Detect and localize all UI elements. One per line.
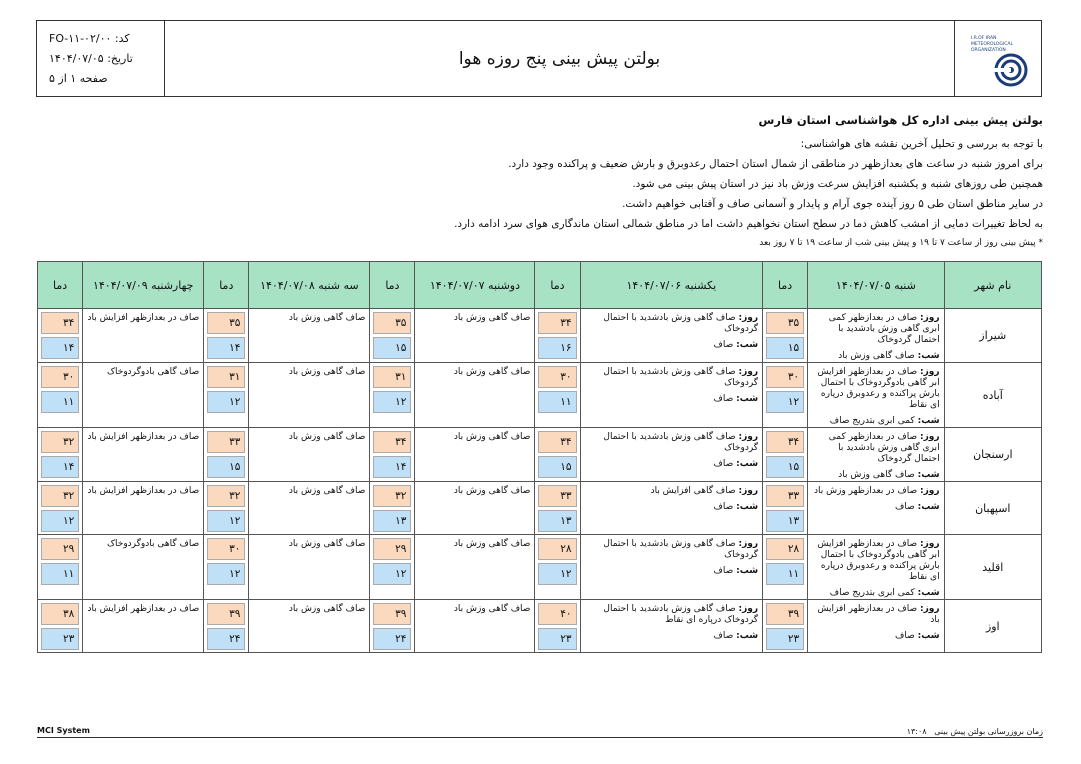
- night-label: شب:: [917, 416, 940, 426]
- temp-cell: [38, 482, 83, 535]
- forecast-day5: صاف در بعدازظهر افزایش باد: [83, 482, 204, 535]
- min-temp: ۱۲: [538, 563, 576, 585]
- temp-column-header: دما: [370, 262, 415, 309]
- city-name: آباده: [944, 363, 1041, 428]
- min-temp: ۱۴: [41, 337, 79, 359]
- day-label: روز:: [738, 539, 759, 549]
- temp-cell: [204, 600, 249, 653]
- forecast-day5: صاف در بعدازظهر افزایش باد: [83, 600, 204, 653]
- date-label: تاریخ:: [107, 52, 133, 65]
- day-forecast: صاف در بعدازظهر افزایش باد: [817, 604, 940, 625]
- forecast-day5: صاف در بعدازظهر افزایش باد: [83, 309, 204, 363]
- temp-cell: [535, 428, 580, 482]
- city-name: اوز: [944, 600, 1041, 653]
- footer-divider: [37, 737, 1043, 738]
- min-temp: ۱۲: [373, 391, 411, 413]
- forecast-day3: صاف گاهی وزش باد: [415, 428, 535, 482]
- max-temp: ۳۹: [373, 603, 411, 625]
- temp-cell: [38, 535, 83, 600]
- min-temp: ۱۲: [766, 391, 804, 413]
- day-column-header: شنبه ۱۴۰۴/۰۷/۰۵: [808, 262, 944, 309]
- day-forecast: صاف در بعدازظهر افزایش ابر گاهی بادوگردوخاک با احتمال بارش پراکنده و رعدوبرق درپاره ای نقاط: [817, 539, 940, 582]
- night-label: شب:: [736, 394, 759, 404]
- day-forecast: صاف گاهی وزش بادشدید با احتمال گردوخاک: [603, 367, 759, 388]
- night-forecast: صاف: [713, 502, 734, 512]
- max-temp: ۳۵: [373, 312, 411, 334]
- date-value: ۱۴۰۴/۰۷/۰۵: [49, 52, 104, 65]
- intro-line: به لحاظ تغییرات دمایی از امشب کاهش دما در سطح استان نخواهیم داشت اما در مناطق شمالی استان ماندگاری هوای سرد ادامه دارد.: [454, 218, 1043, 230]
- day-forecast: صاف گاهی افزایش باد: [650, 486, 736, 496]
- day-column-header: دوشنبه ۱۴۰۴/۰۷/۰۷: [415, 262, 535, 309]
- forecast-time-note: * پیش بینی روز از ساعت ۷ تا ۱۹ و پیش بینی شب از ساعت ۱۹ تا ۷ روز بعد: [759, 238, 1043, 248]
- max-temp: ۳۵: [207, 312, 245, 334]
- max-temp: ۳۲: [373, 485, 411, 507]
- table-row: [38, 309, 1042, 363]
- day-forecast: صاف در بعدازظهر کمی ابری گاهی وزش بادشدید با احتمال گردوخاک: [828, 313, 940, 345]
- min-temp: ۱۱: [766, 563, 804, 585]
- organization-logo: [954, 21, 1041, 96]
- svg-text:ORGANIZATION: ORGANIZATION: [971, 47, 1006, 53]
- day-label: روز:: [738, 486, 759, 496]
- forecast-day1: [808, 309, 944, 363]
- max-temp: ۳۳: [538, 485, 576, 507]
- max-temp: ۳۰: [766, 366, 804, 388]
- night-label: شب:: [917, 502, 940, 512]
- temp-cell: [370, 600, 415, 653]
- min-temp: ۱۳: [538, 510, 576, 532]
- forecast-day1: [808, 535, 944, 600]
- city-column-header: نام شهر: [944, 262, 1041, 309]
- forecast-day5: صاف گاهی بادوگردوخاک: [83, 363, 204, 428]
- max-temp: ۳۰: [207, 538, 245, 560]
- temp-cell: [535, 535, 580, 600]
- night-label: شب:: [736, 566, 759, 576]
- forecast-day2: [580, 428, 763, 482]
- min-temp: ۱۶: [538, 337, 576, 359]
- min-temp: ۲۳: [538, 628, 576, 650]
- forecast-day3: صاف گاهی وزش باد: [415, 363, 535, 428]
- temp-cell: [763, 428, 808, 482]
- min-temp: ۱۵: [373, 337, 411, 359]
- max-temp: ۲۸: [538, 538, 576, 560]
- night-forecast: صاف: [713, 340, 734, 350]
- city-name: اقلید: [944, 535, 1041, 600]
- code-value: FO-۱۱-۰۲/۰۰: [49, 32, 112, 45]
- update-time-value: ۱۳:۰۸: [906, 727, 927, 736]
- temp-cell: [535, 363, 580, 428]
- day-forecast: صاف گاهی وزش بادشدید با احتمال گردوخاک درپاره ای نقاط: [603, 604, 759, 625]
- forecast-day2: [580, 535, 763, 600]
- code-label: کد:: [114, 32, 130, 45]
- temp-cell: [38, 600, 83, 653]
- max-temp: ۳۵: [766, 312, 804, 334]
- day-forecast: صاف در بعدازظهر افزایش ابر گاهی بادوگردوخاک با احتمال بارش پراکنده و رعدوبرق درپاره ای نقاط: [817, 367, 940, 410]
- document-meta: [37, 21, 165, 96]
- temp-cell: [763, 363, 808, 428]
- max-temp: ۳۲: [41, 431, 79, 453]
- night-forecast: صاف: [713, 566, 734, 576]
- max-temp: ۳۰: [538, 366, 576, 388]
- min-temp: ۱۲: [41, 510, 79, 532]
- night-label: شب:: [917, 470, 940, 480]
- forecast-day2: [580, 482, 763, 535]
- min-temp: ۱۱: [41, 391, 79, 413]
- max-temp: ۳۱: [207, 366, 245, 388]
- min-temp: ۱۲: [207, 391, 245, 413]
- max-temp: ۳۳: [766, 485, 804, 507]
- intro-line: با توجه به بررسی و تحلیل آخرین نقشه های هواشناسی:: [800, 138, 1043, 150]
- city-name: ارسنجان: [944, 428, 1041, 482]
- min-temp: ۱۲: [373, 563, 411, 585]
- bulletin-intro: [43, 110, 1043, 234]
- night-label: شب:: [736, 631, 759, 641]
- min-temp: ۱۵: [538, 456, 576, 478]
- forecast-day4: صاف گاهی وزش باد: [249, 482, 370, 535]
- date-line: [49, 49, 154, 69]
- intro-line: همچنین طی روزهای شنبه و یکشنبه افزایش سرعت وزش باد نیز در استان پیش بینی می شود.: [632, 178, 1043, 190]
- forecast-day2: [580, 600, 763, 653]
- forecast-day5: صاف گاهی بادوگردوخاک: [83, 535, 204, 600]
- night-forecast: کمی ابری بتدریج صاف: [829, 588, 915, 598]
- min-temp: ۱۲: [207, 563, 245, 585]
- night-forecast: صاف: [895, 502, 915, 512]
- night-forecast: صاف گاهی وزش باد: [838, 351, 915, 361]
- temp-cell: [204, 309, 249, 363]
- page-number: صفحه ۱ از ۵: [49, 72, 108, 85]
- day-label: روز:: [738, 432, 759, 442]
- temp-cell: [370, 482, 415, 535]
- day-label: روز:: [920, 486, 940, 496]
- min-temp: ۲۳: [41, 628, 79, 650]
- max-temp: ۲۹: [41, 538, 79, 560]
- max-temp: ۳۴: [766, 431, 804, 453]
- day-label: روز:: [738, 313, 759, 323]
- day-column-header: یکشنبه ۱۴۰۴/۰۷/۰۶: [580, 262, 763, 309]
- forecast-day1: [808, 600, 944, 653]
- forecast-day4: صاف گاهی وزش باد: [249, 600, 370, 653]
- night-forecast: صاف: [713, 631, 734, 641]
- temp-cell: [38, 363, 83, 428]
- max-temp: ۳۴: [373, 431, 411, 453]
- max-temp: ۳۹: [207, 603, 245, 625]
- system-name: MCI System: [37, 726, 90, 735]
- day-label: روز:: [738, 367, 759, 377]
- temp-cell: [204, 482, 249, 535]
- intro-line: برای امروز شنبه در ساعت های بعدازظهر در مناطقی از شمال استان احتمال رعدوبرق و بارش ضعیف و پراکنده وجود دارد.: [508, 158, 1043, 170]
- forecast-day1: [808, 428, 944, 482]
- min-temp: ۱۱: [41, 563, 79, 585]
- night-forecast: صاف: [895, 631, 915, 641]
- max-temp: ۳۳: [207, 431, 245, 453]
- intro-line: در سایر مناطق استان طی ۵ روز آینده جوی آرام و پایدار و آسمانی صاف و آفتابی خواهیم داشت.: [622, 198, 1043, 210]
- temp-column-header: دما: [535, 262, 580, 309]
- max-temp: ۴۰: [538, 603, 576, 625]
- night-forecast: صاف: [713, 459, 734, 469]
- table-header-row: [38, 262, 1042, 309]
- document-header: [36, 20, 1042, 97]
- temp-cell: [763, 600, 808, 653]
- table-row: [38, 535, 1042, 600]
- night-label: شب:: [917, 588, 940, 598]
- forecast-day2: [580, 363, 763, 428]
- temp-cell: [535, 309, 580, 363]
- max-temp: ۳۲: [207, 485, 245, 507]
- day-label: روز:: [920, 432, 940, 442]
- day-forecast: صاف در بعدازظهر وزش باد: [814, 486, 918, 496]
- temp-cell: [204, 535, 249, 600]
- table-row: [38, 482, 1042, 535]
- min-temp: ۱۱: [538, 391, 576, 413]
- temp-cell: [370, 535, 415, 600]
- temp-cell: [38, 309, 83, 363]
- day-label: روز:: [738, 604, 759, 614]
- table-row: [38, 363, 1042, 428]
- temp-cell: [370, 428, 415, 482]
- forecast-day3: صاف گاهی وزش باد: [415, 535, 535, 600]
- temp-cell: [204, 428, 249, 482]
- forecast-day4: صاف گاهی وزش باد: [249, 363, 370, 428]
- forecast-table: [37, 261, 1042, 653]
- update-time: [907, 727, 1043, 736]
- night-forecast: صاف گاهی وزش باد: [838, 470, 915, 480]
- forecast-day4: صاف گاهی وزش باد: [249, 309, 370, 363]
- temp-cell: [535, 482, 580, 535]
- temp-cell: [38, 428, 83, 482]
- svg-text:METEOROLOGICAL: METEOROLOGICAL: [971, 41, 1013, 47]
- day-forecast: صاف در بعدازظهر کمی ابری گاهی وزش بادشدید با احتمال گردوخاک: [828, 432, 940, 464]
- update-time-label: زمان بروزرسانی بولتن پیش بینی: [934, 727, 1043, 736]
- night-forecast: کمی ابری بتدریج صاف: [829, 416, 915, 426]
- temp-column-header: دما: [763, 262, 808, 309]
- temp-cell: [370, 309, 415, 363]
- forecast-day4: صاف گاهی وزش باد: [249, 428, 370, 482]
- min-temp: ۱۴: [373, 456, 411, 478]
- temp-cell: [370, 363, 415, 428]
- max-temp: ۳۴: [41, 312, 79, 334]
- min-temp: ۲۴: [207, 628, 245, 650]
- night-label: شب:: [736, 459, 759, 469]
- day-column-header: سه شنبه ۱۴۰۴/۰۷/۰۸: [249, 262, 370, 309]
- forecast-day4: صاف گاهی وزش باد: [249, 535, 370, 600]
- page-title: بولتن پیش بینی پنج روزه هوا: [458, 48, 661, 69]
- night-forecast: صاف: [713, 394, 734, 404]
- city-name: اسپهبان: [944, 482, 1041, 535]
- temp-cell: [204, 363, 249, 428]
- night-label: شب:: [917, 631, 940, 641]
- day-label: روز:: [920, 604, 940, 614]
- day-label: روز:: [920, 367, 940, 377]
- forecast-day1: [808, 482, 944, 535]
- forecast-day3: صاف گاهی وزش باد: [415, 600, 535, 653]
- min-temp: ۱۵: [207, 456, 245, 478]
- night-label: شب:: [736, 340, 759, 350]
- forecast-day1: [808, 363, 944, 428]
- temp-cell: [535, 600, 580, 653]
- max-temp: ۳۸: [41, 603, 79, 625]
- temp-cell: [763, 535, 808, 600]
- forecast-day2: [580, 309, 763, 363]
- night-label: شب:: [917, 351, 940, 361]
- city-name: شیراز: [944, 309, 1041, 363]
- max-temp: ۳۴: [538, 312, 576, 334]
- day-forecast: صاف گاهی وزش بادشدید با احتمال گردوخاک: [603, 313, 759, 334]
- min-temp: ۱۳: [373, 510, 411, 532]
- min-temp: ۱۲: [207, 510, 245, 532]
- forecast-day5: صاف در بعدازظهر افزایش باد: [83, 428, 204, 482]
- max-temp: ۳۱: [373, 366, 411, 388]
- max-temp: ۳۹: [766, 603, 804, 625]
- min-temp: ۱۵: [766, 337, 804, 359]
- table-row: [38, 428, 1042, 482]
- code-line: [49, 29, 154, 49]
- forecast-day3: صاف گاهی وزش باد: [415, 482, 535, 535]
- day-label: روز:: [920, 313, 940, 323]
- temp-cell: [763, 309, 808, 363]
- min-temp: ۱۳: [766, 510, 804, 532]
- meteorology-logo-icon: [967, 30, 1029, 88]
- table-row: [38, 600, 1042, 653]
- night-label: شب:: [736, 502, 759, 512]
- min-temp: ۲۳: [766, 628, 804, 650]
- min-temp: ۱۴: [207, 337, 245, 359]
- min-temp: ۲۴: [373, 628, 411, 650]
- day-forecast: صاف گاهی وزش بادشدید با احتمال گردوخاک: [603, 432, 759, 453]
- max-temp: ۳۴: [538, 431, 576, 453]
- min-temp: ۱۵: [766, 456, 804, 478]
- day-column-header: چهارشنبه ۱۴۰۴/۰۷/۰۹: [83, 262, 204, 309]
- max-temp: ۲۹: [373, 538, 411, 560]
- max-temp: ۳۲: [41, 485, 79, 507]
- day-forecast: صاف گاهی وزش بادشدید با احتمال گردوخاک: [603, 539, 759, 560]
- day-label: روز:: [920, 539, 940, 549]
- max-temp: ۲۸: [766, 538, 804, 560]
- forecast-day3: صاف گاهی وزش باد: [415, 309, 535, 363]
- bulletin-heading: بولتن پیش بینی اداره کل هواشناسی استان فارس: [758, 113, 1043, 127]
- logo-wordmark: I.R.OF IRAN: [971, 35, 997, 41]
- min-temp: ۱۴: [41, 456, 79, 478]
- max-temp: ۳۰: [41, 366, 79, 388]
- temp-column-header: دما: [38, 262, 83, 309]
- temp-column-header: دما: [204, 262, 249, 309]
- temp-cell: [763, 482, 808, 535]
